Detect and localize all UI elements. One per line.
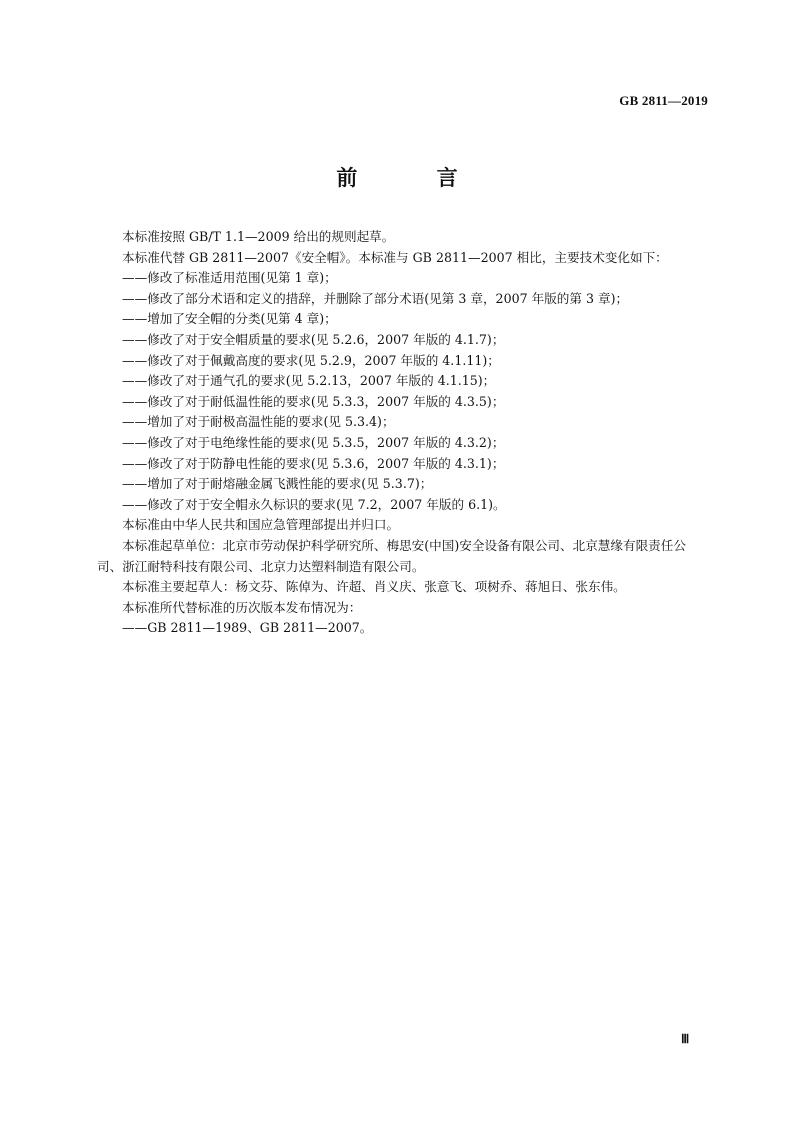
list-item: ——修改了部分术语和定义的措辞，并删除了部分术语(见第 3 章，2007 年版的第 3 章)；: [122, 290, 629, 306]
list-item: ——增加了对于耐极高温性能的要求(见 5.3.4)；: [122, 414, 395, 430]
page-title: 前 言: [336, 166, 494, 190]
list-item: ——修改了对于电绝缘性能的要求(见 5.3.5，2007 年版的 4.3.2)；: [122, 434, 505, 450]
paragraph: 本标准由中华人民共和国应急管理部提出并归口。: [122, 517, 400, 533]
list-item: ——修改了对于佩戴高度的要求(见 5.2.9，2007 年版的 4.1.11)；: [122, 352, 500, 368]
page-number: Ⅲ: [681, 1032, 690, 1046]
paragraph: 本标准代替 GB 2811—2007《安全帽》。本标准与 GB 2811—2007 相比，主要技术变化如下：: [122, 249, 668, 265]
list-item: ——增加了对于耐熔融金属飞溅性能的要求(见 5.3.7)；: [122, 476, 433, 492]
paragraph: 本标准起草单位：北京市劳动保护科学研究所、梅思安(中国)安全设备有限公司、北京慧缘有限责任公司、浙江耐特科技有限公司、北京力达塑料制造有限公司。: [97, 537, 686, 574]
standard-code: GB 2811—2019: [619, 93, 708, 108]
paragraph: 本标准主要起草人：杨文芬、陈倬为、许超、肖义庆、张意飞、项树乔、蒋旭日、张东伟。: [122, 579, 626, 595]
list-item: ——修改了对于安全帽质量的要求(见 5.2.6，2007 年版的 4.1.7)；: [122, 331, 505, 347]
list-item: ——修改了对于耐低温性能的要求(见 5.3.3，2007 年版的 4.3.5)；: [122, 393, 505, 409]
foreword-body: [97, 227, 709, 639]
paragraph: 本标准按照 GB/T 1.1—2009 给出的规则起草。: [122, 229, 395, 244]
list-item: ——修改了对于通气孔的要求(见 5.2.13，2007 年版的 4.1.15)；: [122, 373, 496, 389]
list-item: ——GB 2811—1989、GB 2811—2007。: [122, 620, 373, 636]
list-item: ——增加了安全帽的分类(见第 4 章)；: [122, 311, 337, 327]
list-item: ——修改了对于防静电性能的要求(见 5.3.6，2007 年版的 4.3.1)；: [122, 455, 505, 471]
paragraph: 本标准所代替标准的历次版本发布情况为：: [122, 599, 362, 615]
list-item: ——修改了标准适用范围(见第 1 章)；: [122, 270, 337, 286]
list-item: ——修改了对于安全帽永久标识的要求(见 7.2，2007 年版的 6.1)。: [122, 496, 506, 512]
